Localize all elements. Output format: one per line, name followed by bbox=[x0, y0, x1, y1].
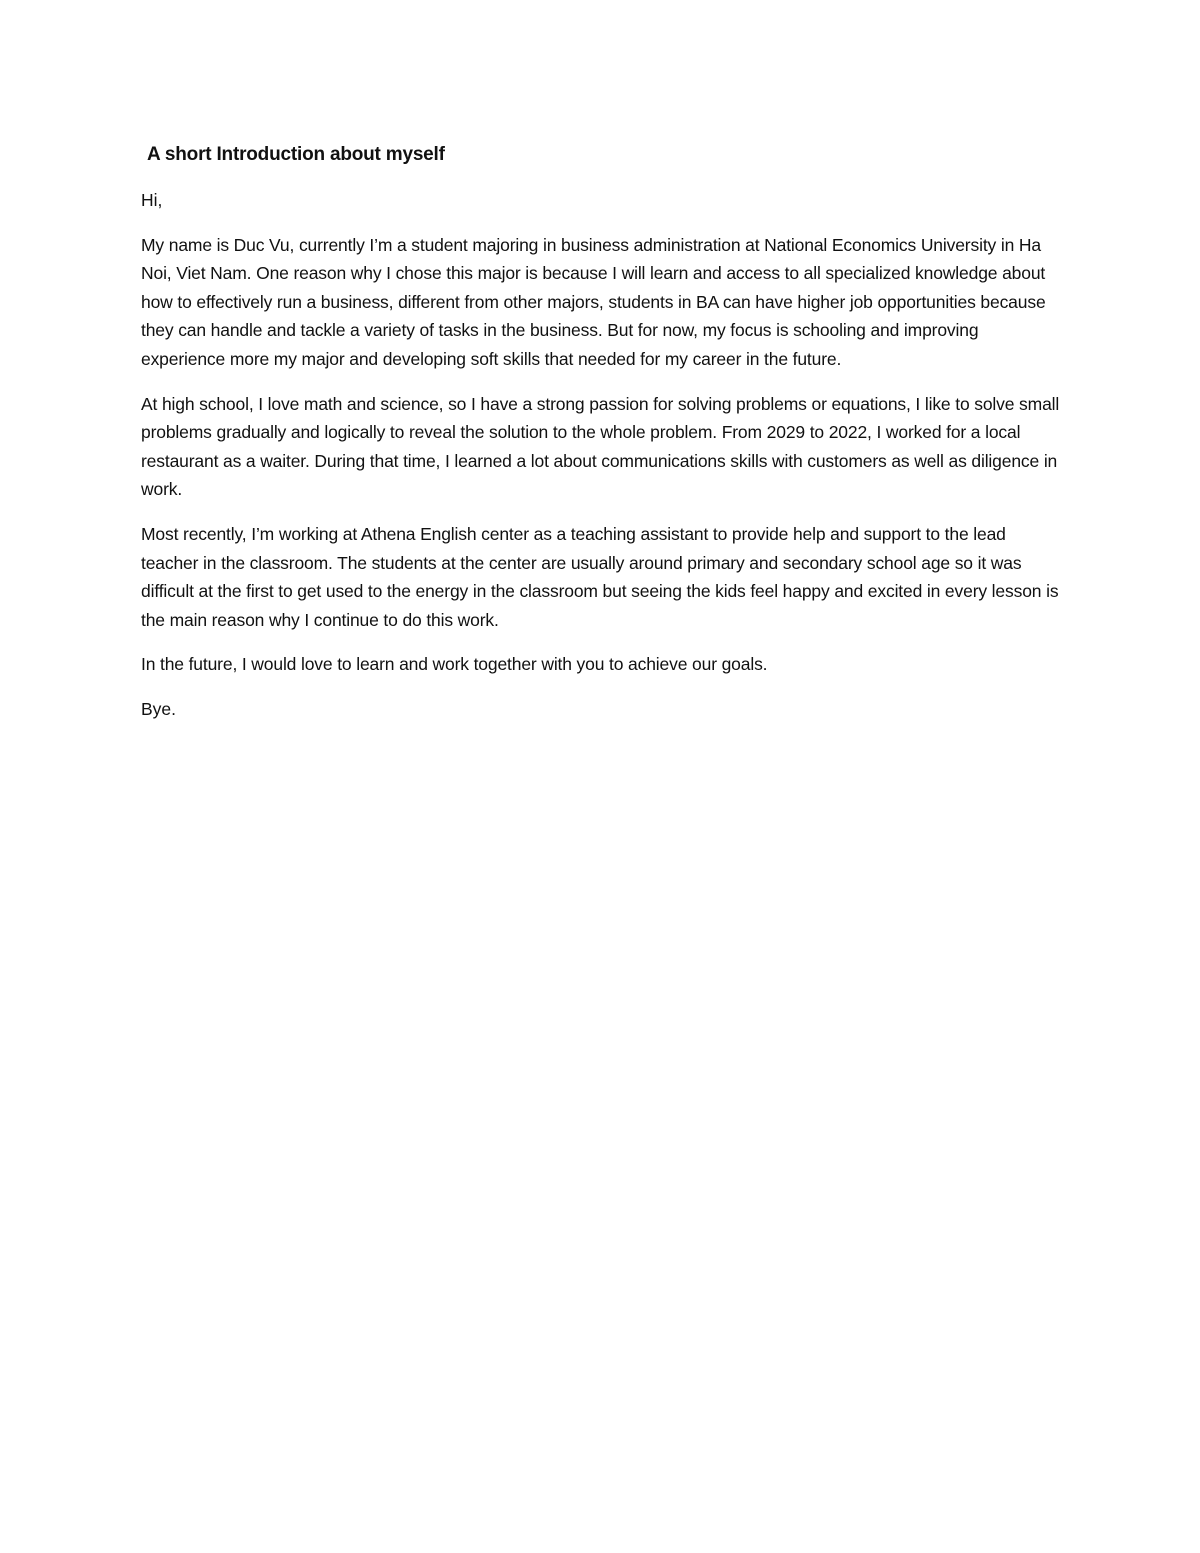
document-body bbox=[141, 140, 1061, 724]
greeting: Hi, bbox=[141, 190, 163, 210]
paragraph-future: In the future, I would love to learn and work together with you to achieve our goals. bbox=[141, 654, 768, 675]
paragraph-high-school: At high school, I love math and science, so I have a strong passion for solving problems or equations, I like to solve small problems gradually and logically to reveal the solution to the whole problem. From 2029 to 2022, I worked for a local restaurant as a waiter. During that time, I learned a lot about communications skills with customers as well as diligence in work. bbox=[141, 393, 1060, 500]
document-title: A short Introduction about myself bbox=[147, 144, 445, 165]
paragraph-introduction: My name is Duc Vu, currently I’m a student majoring in business administration at National Economics University in Ha Noi, Viet Nam. One reason why I chose this major is because I will learn and access to all specialized knowledge about how to effectively run a business, different from other majors, students in BA can have higher job opportunities because they can handle and tackle a variety of tasks in the business. But for now, my focus is schooling and improving experience more my major and developing soft skills that needed for my career in the future. bbox=[141, 234, 1046, 369]
closing: Bye. bbox=[141, 698, 177, 719]
paragraph-current-work: Most recently, I’m working at Athena English center as a teaching assistant to provide help and support to the lead teacher in the classroom. The students at the center are usually around primary and secondary school age so it was difficult at the first to get used to the energy in the classroom but seeing the kids feel happy and excited in every lesson is the main reason why I continue to do this work. bbox=[141, 523, 1059, 630]
